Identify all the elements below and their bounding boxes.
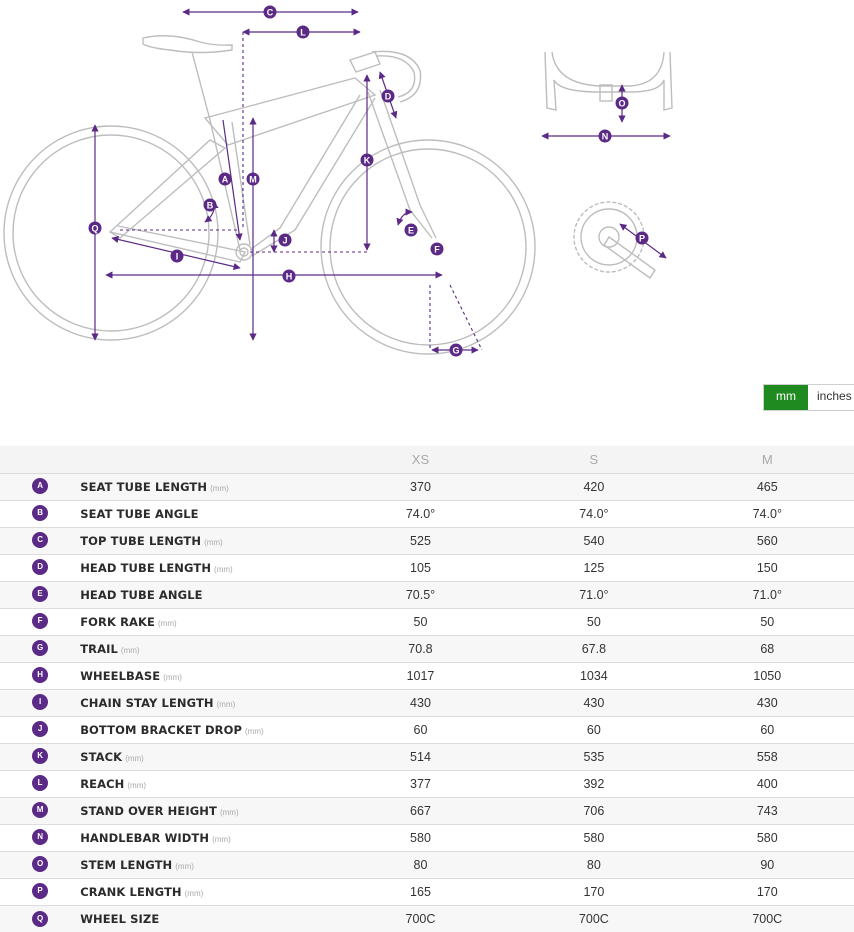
row-name-cell [80,662,334,689]
size-header-m: M [761,451,773,467]
table-row [0,689,854,716]
row-name-cell [80,527,334,554]
measurement-name: HEAD TUBE LENGTH [80,560,212,575]
value-s: 125 [583,560,605,575]
measurement-letter-badge: Q [32,911,48,927]
value-xs: 700C [405,911,436,926]
measurement-name: REACH [80,776,125,791]
value-xs: 70.5° [405,587,436,602]
unit-inches-button[interactable]: inches [808,385,854,410]
value-m: 743 [756,803,778,818]
measurement-letter-badge: L [32,775,48,791]
diagram-badge-c [264,6,277,19]
measurement-name: WHEEL SIZE [80,911,160,926]
header-spacer-badge [0,446,80,473]
row-badge-cell [0,905,80,932]
value-xs: 514 [410,749,431,764]
diagram-badge-letter: D [384,91,392,102]
value-xs: 370 [410,479,431,494]
measurement-letter-badge: P [32,883,48,899]
table-row [0,797,854,824]
measurement-unit: (mm) [214,564,233,574]
geometry-table [0,446,854,932]
measurement-name: TRAIL [80,641,118,656]
row-badge-cell [0,527,80,554]
value-m: 71.0° [752,587,782,602]
diagram-badge-q [89,222,102,235]
diagram-badge-letter: E [407,225,415,236]
diagram-badge-l [297,26,310,39]
diagram-badge-g [450,344,463,357]
measurement-unit: (mm) [120,645,140,655]
value-m: 700C [752,911,783,926]
diagram-badge-m [247,173,260,186]
diagram-badge-letter: C [266,7,274,18]
row-name-cell [80,581,334,608]
measurement-name: CHAIN STAY LENGTH [80,695,214,710]
value-m: 74.0° [752,506,782,521]
row-badge-cell [0,689,80,716]
diagram-letter-badges [89,6,649,357]
measurement-unit: (mm) [210,483,229,493]
diagram-badge-b [204,199,217,212]
table-row [0,716,854,743]
measurement-letter-badge: J [32,721,48,737]
table-row [0,905,854,932]
row-name-cell [80,608,334,635]
value-xs: 580 [410,830,431,845]
measurement-letter-badge: M [32,802,48,818]
measurement-name: SEAT TUBE LENGTH [80,479,208,494]
value-s: 80 [586,857,601,872]
row-name-cell [80,554,334,581]
measurement-letter-badge: C [32,532,48,548]
value-xs: 60 [413,722,428,737]
measurement-name: HANDLEBAR WIDTH [80,830,210,845]
diagram-badge-letter: Q [91,223,99,234]
value-s: 580 [583,830,605,845]
value-xs: 525 [410,533,431,548]
value-xs: 667 [410,803,431,818]
measurement-unit: (mm) [219,807,239,817]
row-badge-cell [0,797,80,824]
row-badge-cell [0,581,80,608]
value-xs: 105 [410,560,431,575]
bike-outline [4,36,535,354]
value-xs: 430 [410,695,431,710]
measurement-unit: (mm) [125,753,144,763]
measurement-letter-badge: G [32,640,48,656]
value-m: 558 [756,749,778,764]
value-m: 150 [756,560,778,575]
table-row [0,635,854,662]
measurement-unit: (mm) [158,618,177,628]
value-xs: 70.8 [408,641,433,656]
table-row [0,527,854,554]
measurement-name: FORK RAKE [80,614,156,629]
row-name-cell [80,905,334,932]
row-badge-cell [0,878,80,905]
measurement-letter-badge: F [32,613,48,629]
value-s: 74.0° [579,506,609,521]
value-m: 170 [756,884,778,899]
measurement-letter-badge: D [32,559,48,575]
value-s: 50 [586,614,601,629]
row-badge-cell [0,743,80,770]
row-name-cell [80,878,334,905]
table-row [0,743,854,770]
unit-mm-button[interactable]: mm [764,385,808,410]
value-s: 540 [583,533,605,548]
row-badge-cell [0,824,80,851]
measurement-unit: (mm) [212,834,231,844]
measurement-unit: (mm) [216,699,236,709]
diagram-badge-h [283,270,296,283]
value-xs: 50 [413,614,428,629]
diagram-badge-letter: F [434,244,440,255]
table-row [0,608,854,635]
diagram-badge-letter: P [638,233,646,244]
measurement-unit: (mm) [175,861,194,871]
measurement-unit: (mm) [245,726,264,736]
diagram-badge-letter: L [300,27,306,38]
measurement-unit: (mm) [163,672,182,682]
value-s: 1034 [579,668,608,683]
size-header-xs: XS [411,451,430,467]
diagram-badge-letter: H [285,271,293,282]
row-badge-cell [0,608,80,635]
value-s: 700C [578,911,609,926]
measurement-name: CRANK LENGTH [80,884,182,899]
value-m: 580 [756,830,778,845]
diagram-badge-letter: J [282,235,288,246]
diagram-badge-k [361,154,374,167]
value-s: 170 [583,884,605,899]
diagram-badge-letter: G [452,345,460,356]
value-m: 465 [756,479,778,494]
diagram-badge-f [431,243,444,256]
measurement-name: SEAT TUBE ANGLE [80,506,199,521]
row-badge-cell [0,554,80,581]
diagram-badge-letter: N [601,131,609,142]
value-m: 1050 [753,668,782,683]
diagram-badge-letter: A [221,174,229,185]
value-m: 560 [756,533,778,548]
row-name-cell [80,824,334,851]
table-header-row [0,446,854,473]
crankset-detail [574,202,666,278]
diagram-badge-letter: O [618,98,626,109]
diagram-badge-n [599,130,612,143]
measurement-name: STACK [80,749,123,764]
value-s: 67.8 [581,641,607,656]
row-name-cell [80,689,334,716]
value-m: 430 [756,695,778,710]
diagram-badge-o [616,97,629,110]
geometry-diagram [0,0,854,380]
measurement-letter-badge: A [32,478,48,494]
row-name-cell [80,743,334,770]
table-row [0,851,854,878]
diagram-badge-letter: K [363,155,371,166]
diagram-badge-i [171,250,184,263]
row-badge-cell [0,473,80,500]
header-spacer-name [80,446,334,473]
table-row [0,878,854,905]
value-s: 71.0° [579,587,609,602]
value-s: 535 [583,749,605,764]
diagram-badge-letter: I [175,251,179,262]
table-row [0,662,854,689]
measurement-letter-badge: K [32,748,48,764]
row-name-cell [80,797,334,824]
row-name-cell [80,500,334,527]
measurement-name: WHEELBASE [80,668,161,683]
table-row [0,824,854,851]
value-s: 706 [583,803,605,818]
value-m: 400 [756,776,778,791]
value-s: 430 [583,695,605,710]
measurement-name: STEM LENGTH [80,857,173,872]
size-header-s: S [589,451,599,467]
measurement-name: TOP TUBE LENGTH [80,533,202,548]
measurement-lines [95,12,482,350]
row-badge-cell [0,851,80,878]
diagram-badge-e [405,224,418,237]
value-s: 60 [586,722,601,737]
value-xs: 1017 [406,668,435,683]
diagram-badge-letter: M [249,174,257,185]
measurement-name: STAND OVER HEIGHT [80,803,217,818]
measurement-unit: (mm) [204,537,223,547]
row-name-cell [80,716,334,743]
unit-toggle [763,384,854,411]
measurement-name: BOTTOM BRACKET DROP [80,722,242,737]
table-row [0,581,854,608]
value-m: 60 [760,722,775,737]
handlebar-detail [542,52,672,136]
value-m: 68 [760,641,775,656]
row-badge-cell [0,770,80,797]
table-row [0,500,854,527]
value-m: 90 [760,857,775,872]
measurement-letter-badge: B [32,505,48,521]
value-xs: 74.0° [405,506,436,521]
measurement-letter-badge: H [32,667,48,683]
row-name-cell [80,635,334,662]
value-xs: 80 [413,857,428,872]
value-xs: 165 [410,884,431,899]
measurement-unit: (mm) [127,780,147,790]
diagram-badge-p [636,232,649,245]
diagram-badge-d [382,90,395,103]
measurement-unit: (mm) [184,888,204,898]
diagram-badge-j [279,234,292,247]
diagram-badge-a [219,173,232,186]
row-name-cell [80,473,334,500]
measurement-name: HEAD TUBE ANGLE [80,587,203,602]
diagram-badge-letter: B [206,200,214,211]
value-m: 50 [760,614,775,629]
measurement-letter-badge: E [32,586,48,602]
measurement-letter-badge: N [32,829,48,845]
measurement-letter-badge: I [32,694,48,710]
row-badge-cell [0,662,80,689]
row-badge-cell [0,716,80,743]
value-s: 420 [583,479,605,494]
row-name-cell [80,851,334,878]
value-xs: 377 [410,776,431,791]
row-badge-cell [0,500,80,527]
measurement-letter-badge: O [32,856,48,872]
value-s: 392 [583,776,605,791]
table-body [0,473,854,932]
table-row [0,554,854,581]
row-name-cell [80,770,334,797]
row-badge-cell [0,635,80,662]
table-row [0,770,854,797]
table-row [0,473,854,500]
